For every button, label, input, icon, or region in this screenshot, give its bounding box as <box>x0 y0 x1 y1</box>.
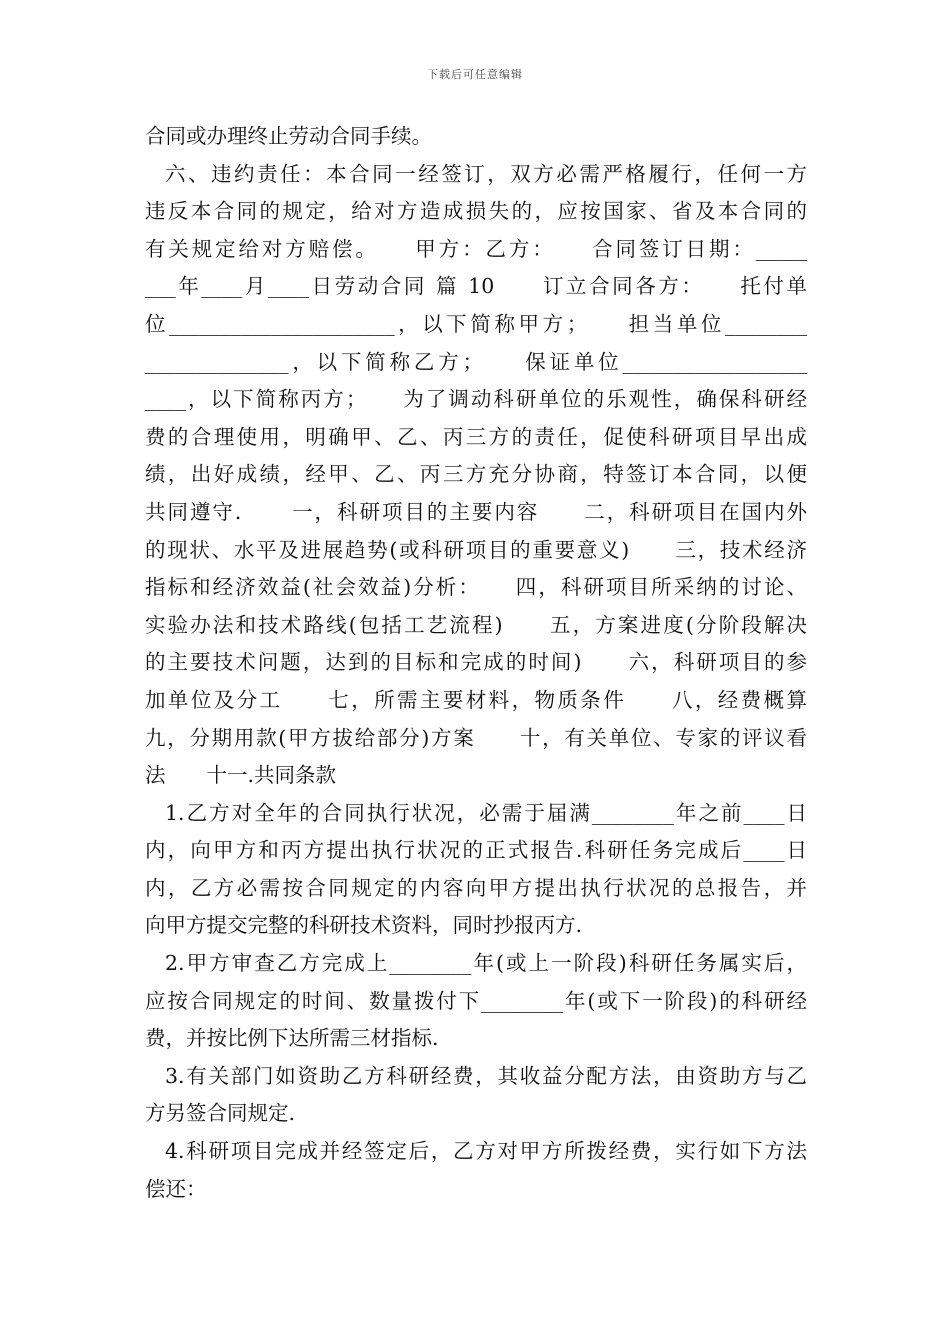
text-line: 的现状、水平及进展趋势(或科研项目的重要意义) 三，技术经济 <box>145 537 807 562</box>
text-line: 实验办法和技术路线(包括工艺流程) 五，方案进度(分阶段解决 <box>145 612 807 637</box>
text-line: 九，分期用款(甲方拔给部分)方案 十，有关单位、专家的评议看 <box>145 725 807 750</box>
text-line: 合同或办理终止劳动合同手续。 <box>145 124 432 148</box>
clause-3 <box>145 1058 807 1133</box>
paragraph-1 <box>145 118 807 156</box>
text-line: 有关规定给对方赔偿。 甲方：乙方： 合同签订日期：_____ <box>145 236 807 261</box>
text-line: 3.有关部门如资助乙方科研经费，其收益分配方法，由资助方与乙 <box>165 1063 807 1088</box>
clause-2 <box>145 945 807 1058</box>
text-line: 的主要技术问题，达到的目标和完成的时间) 六，科研项目的参 <box>145 650 807 675</box>
text-line: 加单位及分工 七，所需主要材料，物质条件 八，经费概算 <box>145 687 807 712</box>
clause-4 <box>145 1133 807 1208</box>
text-line: 位______________________，以下简称甲方； 担当单位________ <box>145 311 807 336</box>
text-line: 共同遵守． 一，科研项目的主要内容 二，科研项目在国内外 <box>145 499 807 524</box>
text-line: ______________，以下简称乙方； 保证单位__________________ <box>145 349 807 374</box>
text-line: ___年____月____日劳动合同 篇 10 订立合同各方： 托付单 <box>145 274 807 299</box>
text-line: 法 十一.共同条款 <box>145 763 337 788</box>
text-line: 指标和经济效益(社会效益)分析： 四，科研项目所采纳的讨论、 <box>145 575 807 600</box>
text-line: 方另签合同规定. <box>145 1101 296 1126</box>
text-line: 绩，出好成绩，经甲、乙、丙三方充分协商，特签订本合同，以便 <box>145 462 807 487</box>
text-line: 费的合理使用，明确甲、乙、丙三方的责任，促使科研项目早出成 <box>145 424 807 449</box>
text-line: 费，并按比例下达所需三材指标. <box>145 1026 439 1051</box>
text-line: 应按合同规定的时间、数量拨付下________年(或下一阶段)的科研经 <box>145 988 807 1013</box>
text-line: 内，向甲方和丙方提出执行状况的正式报告.科研任务完成后____日 <box>145 838 807 863</box>
text-line: 4.科研项目完成并经签定后，乙方对甲方所拨经费，实行如下方法 <box>165 1139 807 1164</box>
text-line: 向甲方提交完整的科研技术资料，同时抄报丙方. <box>145 913 583 938</box>
text-line: 偿还： <box>145 1176 207 1201</box>
page-header: 下载后可任意编辑 <box>427 68 523 81</box>
text-line: 六、违约责任：本合同一经签订，双方必需严格履行，任何一方 <box>165 161 807 186</box>
paragraph-2-breach-clause <box>145 156 807 795</box>
text-line: ____，以下简称丙方； 为了调动科研单位的乐观性，确保科研经 <box>145 387 807 412</box>
clause-1 <box>145 795 807 945</box>
text-line: 2.甲方审查乙方完成上________年(或上一阶段)科研任务属实后， <box>165 951 807 976</box>
document-body <box>145 118 807 1208</box>
text-line: 违反本合同的规定，给对方造成损失的，应按国家、省及本合同的 <box>145 199 807 224</box>
text-line: 内，乙方必需按合同规定的内容向甲方提出执行状况的总报告，并 <box>145 875 807 900</box>
text-line: 1.乙方对全年的合同执行状况，必需于届满________年之前____日 <box>165 800 807 825</box>
